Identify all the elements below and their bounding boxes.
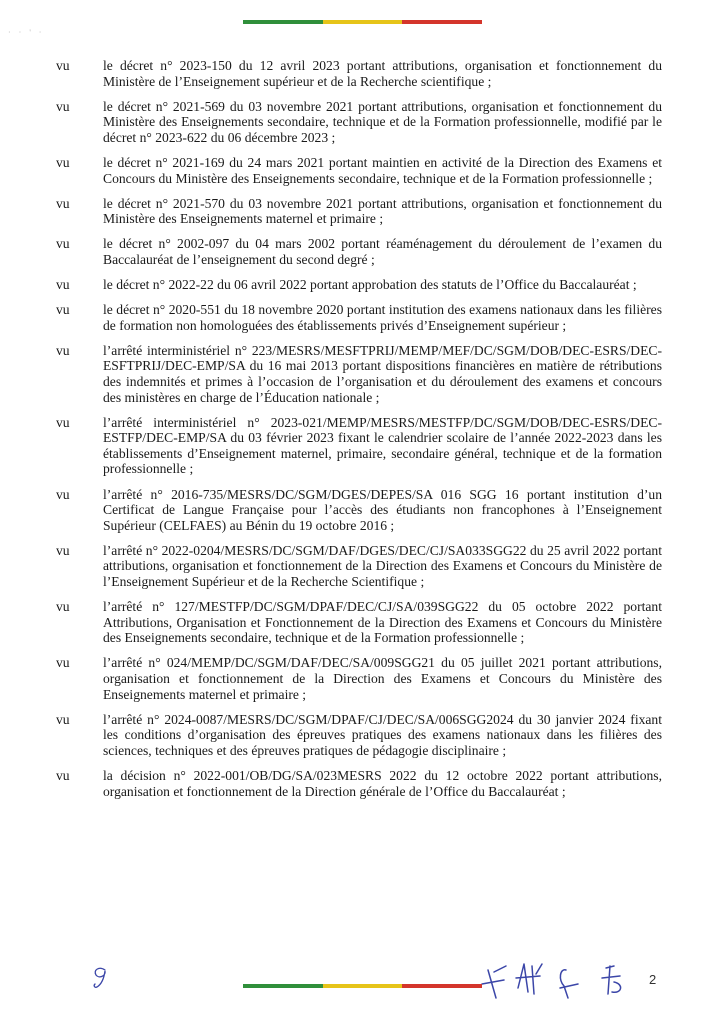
- reference-text: l’arrêté interministériel n° 2023-021/MEMP/MESRS/MESTFP/DC/SGM/DOB/DEC-ESRS/DEC-ESTFP/DEC-EMP/SA du 03 février 2023 fixant le calendrier scolaire de l’année 2022-2023 dans les établissements d’Enseignement maternel, primaire, secondaire général, technique et de la formation professionnelle ;: [103, 414, 662, 477]
- vu-label: vu: [56, 342, 70, 358]
- flag-bar-top: [243, 20, 482, 24]
- vu-label: vu: [56, 414, 70, 430]
- vu-label: vu: [56, 302, 70, 318]
- vu-label: vu: [56, 236, 70, 252]
- vu-label: vu: [56, 711, 70, 727]
- list-item: [56, 343, 662, 405]
- list-item: [56, 543, 662, 590]
- vu-label: vu: [56, 767, 70, 783]
- reference-text: le décret n° 2021-570 du 03 novembre 2021 portant attributions, organisation et fonctionnement du Ministère des Enseignements maternel et primaire ;: [103, 195, 662, 227]
- vu-label: vu: [56, 58, 70, 73]
- reference-text: l’arrêté n° 2022-0204/MESRS/DC/SGM/DAF/DGES/DEC/CJ/SA033SGG22 du 25 avril 2022 portant attributions, organisation et fonctionnement de la Direction des Examens et Concours du Ministère de l’Enseignement Supérieur et de la Recherche Scientifique ;: [103, 542, 662, 590]
- reference-text: l’arrêté interministériel n° 223/MESRS/MESFTPRIJ/MEMP/MEF/DC/SGM/DOB/DEC-ESRS/DEC-ESFTPRIJ/DEC-EMP/SA du 16 mai 2013 portant dispositions financières en matière de rétributions des indemnités et primes à l’occasion de l’organisation et du déroulement des examens et concours des ministères en charge de l’Éducation nationale ;: [103, 342, 662, 405]
- vu-label: vu: [56, 154, 70, 170]
- list-item: [56, 58, 662, 89]
- scan-speckle: · · ' ·: [8, 28, 45, 37]
- vu-label: vu: [56, 599, 70, 615]
- flag-bar-bottom: [243, 984, 482, 988]
- list-item: [56, 277, 662, 293]
- vu-label: vu: [56, 98, 70, 114]
- page-footer: [0, 958, 727, 1018]
- page-number: 2: [649, 972, 657, 987]
- reference-text: l’arrêté n° 127/MESTFP/DC/SGM/DPAF/DEC/CJ/SA/039SGG22 du 05 octobre 2022 portant Attributions, Organisation et Fonctionnement de la Direction des Examens et Concours du Ministère des Enseignements secondaire, technique et de la Formation professionnelle ;: [103, 599, 662, 646]
- list-item: [56, 599, 662, 646]
- reference-text: le décret n° 2023-150 du 12 avril 2023 portant attributions, organisation et fonctionnement du Ministère de l’Enseignement supérieur et de la Recherche scientifique ;: [103, 58, 662, 89]
- list-item: [56, 236, 662, 267]
- handwritten-initial: [90, 964, 112, 990]
- reference-text: la décision n° 2022-001/OB/DG/SA/023MESRS 2022 du 12 octobre 2022 portant attributions, organisation et fonctionnement de la Direction générale de l’Office du Baccalauréat ;: [103, 767, 662, 799]
- legal-references-list: [56, 58, 662, 809]
- reference-text: le décret n° 2021-169 du 24 mars 2021 portant maintien en activité de la Direction des Examens et Concours du Ministère des Enseignements secondaire, technique et de la Formation professionnelle ;: [103, 154, 662, 186]
- reference-text: le décret n° 2020-551 du 18 novembre 2020 portant institution des examens nationaux dans les filières de formation non homologuées des établissements privés d’Enseignement supérieur ;: [103, 302, 662, 333]
- list-item: [56, 655, 662, 702]
- list-item: [56, 487, 662, 534]
- reference-text: l’arrêté n° 024/MEMP/DC/SGM/DAF/DEC/SA/009SGG21 du 05 juillet 2021 portant attributions, organisation et fonctionnement de la Direction des Examens et Concours du Ministère des Enseignements maternel et primaire ;: [103, 655, 662, 702]
- vu-label: vu: [56, 655, 70, 671]
- vu-label: vu: [56, 542, 70, 558]
- list-item: [56, 155, 662, 186]
- list-item: [56, 415, 662, 477]
- handwritten-signatures: [478, 958, 643, 1008]
- reference-text: l’arrêté n° 2024-0087/MESRS/DC/SGM/DPAF/CJ/DEC/SA/006SGG2024 du 30 janvier 2024 fixant les conditions d’organisation des épreuves pratiques des examens nationaux dans les filières des sciences, techniques et des épreuves pratiques de pédagogie disciplinaire ;: [103, 711, 662, 758]
- list-item: [56, 302, 662, 333]
- reference-text: l’arrêté n° 2016-735/MESRS/DC/SGM/DGES/DEPES/SA 016 SGG 16 portant institution d’un Certificat de Langue Française pour l’accès des étudiants non francophones à l’Enseignement Supérieur (CELFAES) au Bénin du 19 octobre 2016 ;: [103, 486, 662, 533]
- list-item: [56, 196, 662, 227]
- vu-label: vu: [56, 277, 70, 293]
- vu-label: vu: [56, 486, 70, 502]
- vu-label: vu: [56, 195, 70, 211]
- list-item: [56, 768, 662, 799]
- list-item: [56, 712, 662, 759]
- reference-text: le décret n° 2022-22 du 06 avril 2022 portant approbation des statuts de l’Office du Baccalauréat ;: [103, 277, 637, 293]
- reference-text: le décret n° 2021-569 du 03 novembre 2021 portant attributions, organisation et fonctionnement du Ministère des Enseignements secondaire, technique et de la Formation professionnelle, modifié par le décret n° 2023-622 du 06 décembre 2023 ;: [103, 98, 662, 145]
- reference-text: le décret n° 2002-097 du 04 mars 2002 portant réaménagement du déroulement de l’examen du Baccalauréat de l’enseignement du second degré ;: [103, 236, 662, 267]
- list-item: [56, 99, 662, 146]
